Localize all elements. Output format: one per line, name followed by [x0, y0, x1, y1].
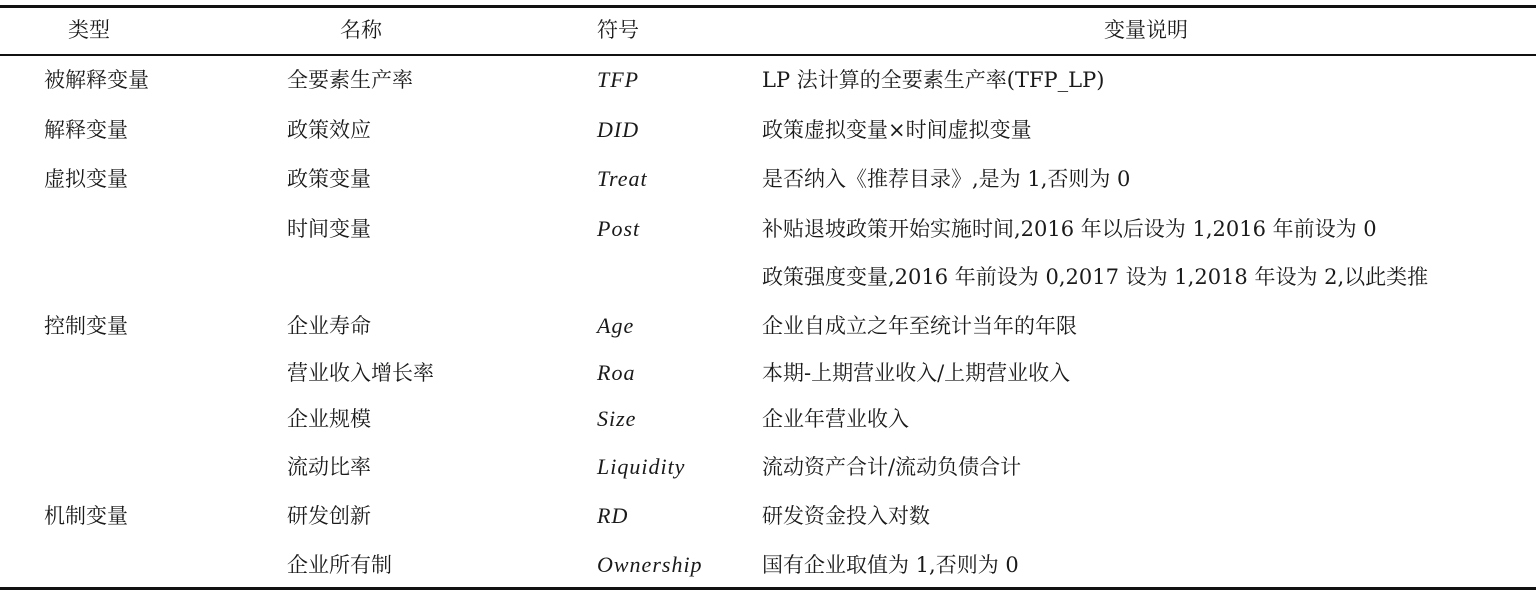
row-symbol: TFP	[597, 67, 640, 92]
row-description: 研发资金投入对数	[762, 504, 930, 528]
row-name: 全要素生产率	[287, 68, 413, 92]
table-top-rule	[0, 5, 1536, 8]
row-name: 流动比率	[287, 455, 371, 479]
table-bottom-rule	[0, 587, 1536, 590]
row-name: 企业寿命	[287, 314, 371, 338]
row-type: 解释变量	[44, 118, 128, 142]
row-description: 是否纳入《推荐目录》,是为 1,否则为 0	[762, 167, 1131, 191]
row-name: 企业所有制	[287, 553, 392, 577]
header-type: 类型	[68, 18, 110, 42]
row-name: 政策效应	[287, 118, 371, 142]
row-description: 本期-上期营业收入/上期营业收入	[762, 361, 1071, 385]
row-description: 企业年营业收入	[762, 407, 909, 431]
row-symbol: Treat	[597, 166, 648, 191]
row-description: LP 法计算的全要素生产率(TFP_LP)	[762, 68, 1105, 92]
row-symbol: Size	[597, 406, 637, 431]
row-description: 国有企业取值为 1,否则为 0	[762, 553, 1019, 577]
row-symbol: Ownership	[597, 552, 703, 577]
row-symbol: Liquidity	[597, 454, 686, 479]
row-description: 流动资产合计/流动负债合计	[762, 455, 1022, 479]
row-description: 政策强度变量,2016 年前设为 0,2017 设为 1,2018 年设为 2,以此类推	[762, 265, 1429, 289]
header-name: 名称	[340, 18, 382, 42]
row-name: 企业规模	[287, 407, 371, 431]
row-name: 时间变量	[287, 217, 371, 241]
row-symbol: Roa	[597, 360, 636, 385]
row-type: 虚拟变量	[44, 167, 128, 191]
header-description: 变量说明	[1104, 18, 1188, 42]
row-description: 政策虚拟变量×时间虚拟变量	[762, 118, 1032, 142]
table-header-rule	[0, 54, 1536, 56]
row-description: 补贴退坡政策开始实施时间,2016 年以后设为 1,2016 年前设为 0	[762, 217, 1377, 241]
row-symbol: DID	[597, 117, 640, 142]
row-type: 控制变量	[44, 314, 128, 338]
row-symbol: Age	[597, 313, 635, 338]
row-description: 企业自成立之年至统计当年的年限	[762, 314, 1077, 338]
row-name: 营业收入增长率	[287, 361, 434, 385]
row-type: 机制变量	[44, 504, 128, 528]
header-symbol: 符号	[597, 18, 639, 42]
row-symbol: RD	[597, 503, 629, 528]
row-type: 被解释变量	[44, 68, 149, 92]
row-name: 政策变量	[287, 167, 371, 191]
row-symbol: Post	[597, 216, 641, 241]
row-name: 研发创新	[287, 504, 371, 528]
